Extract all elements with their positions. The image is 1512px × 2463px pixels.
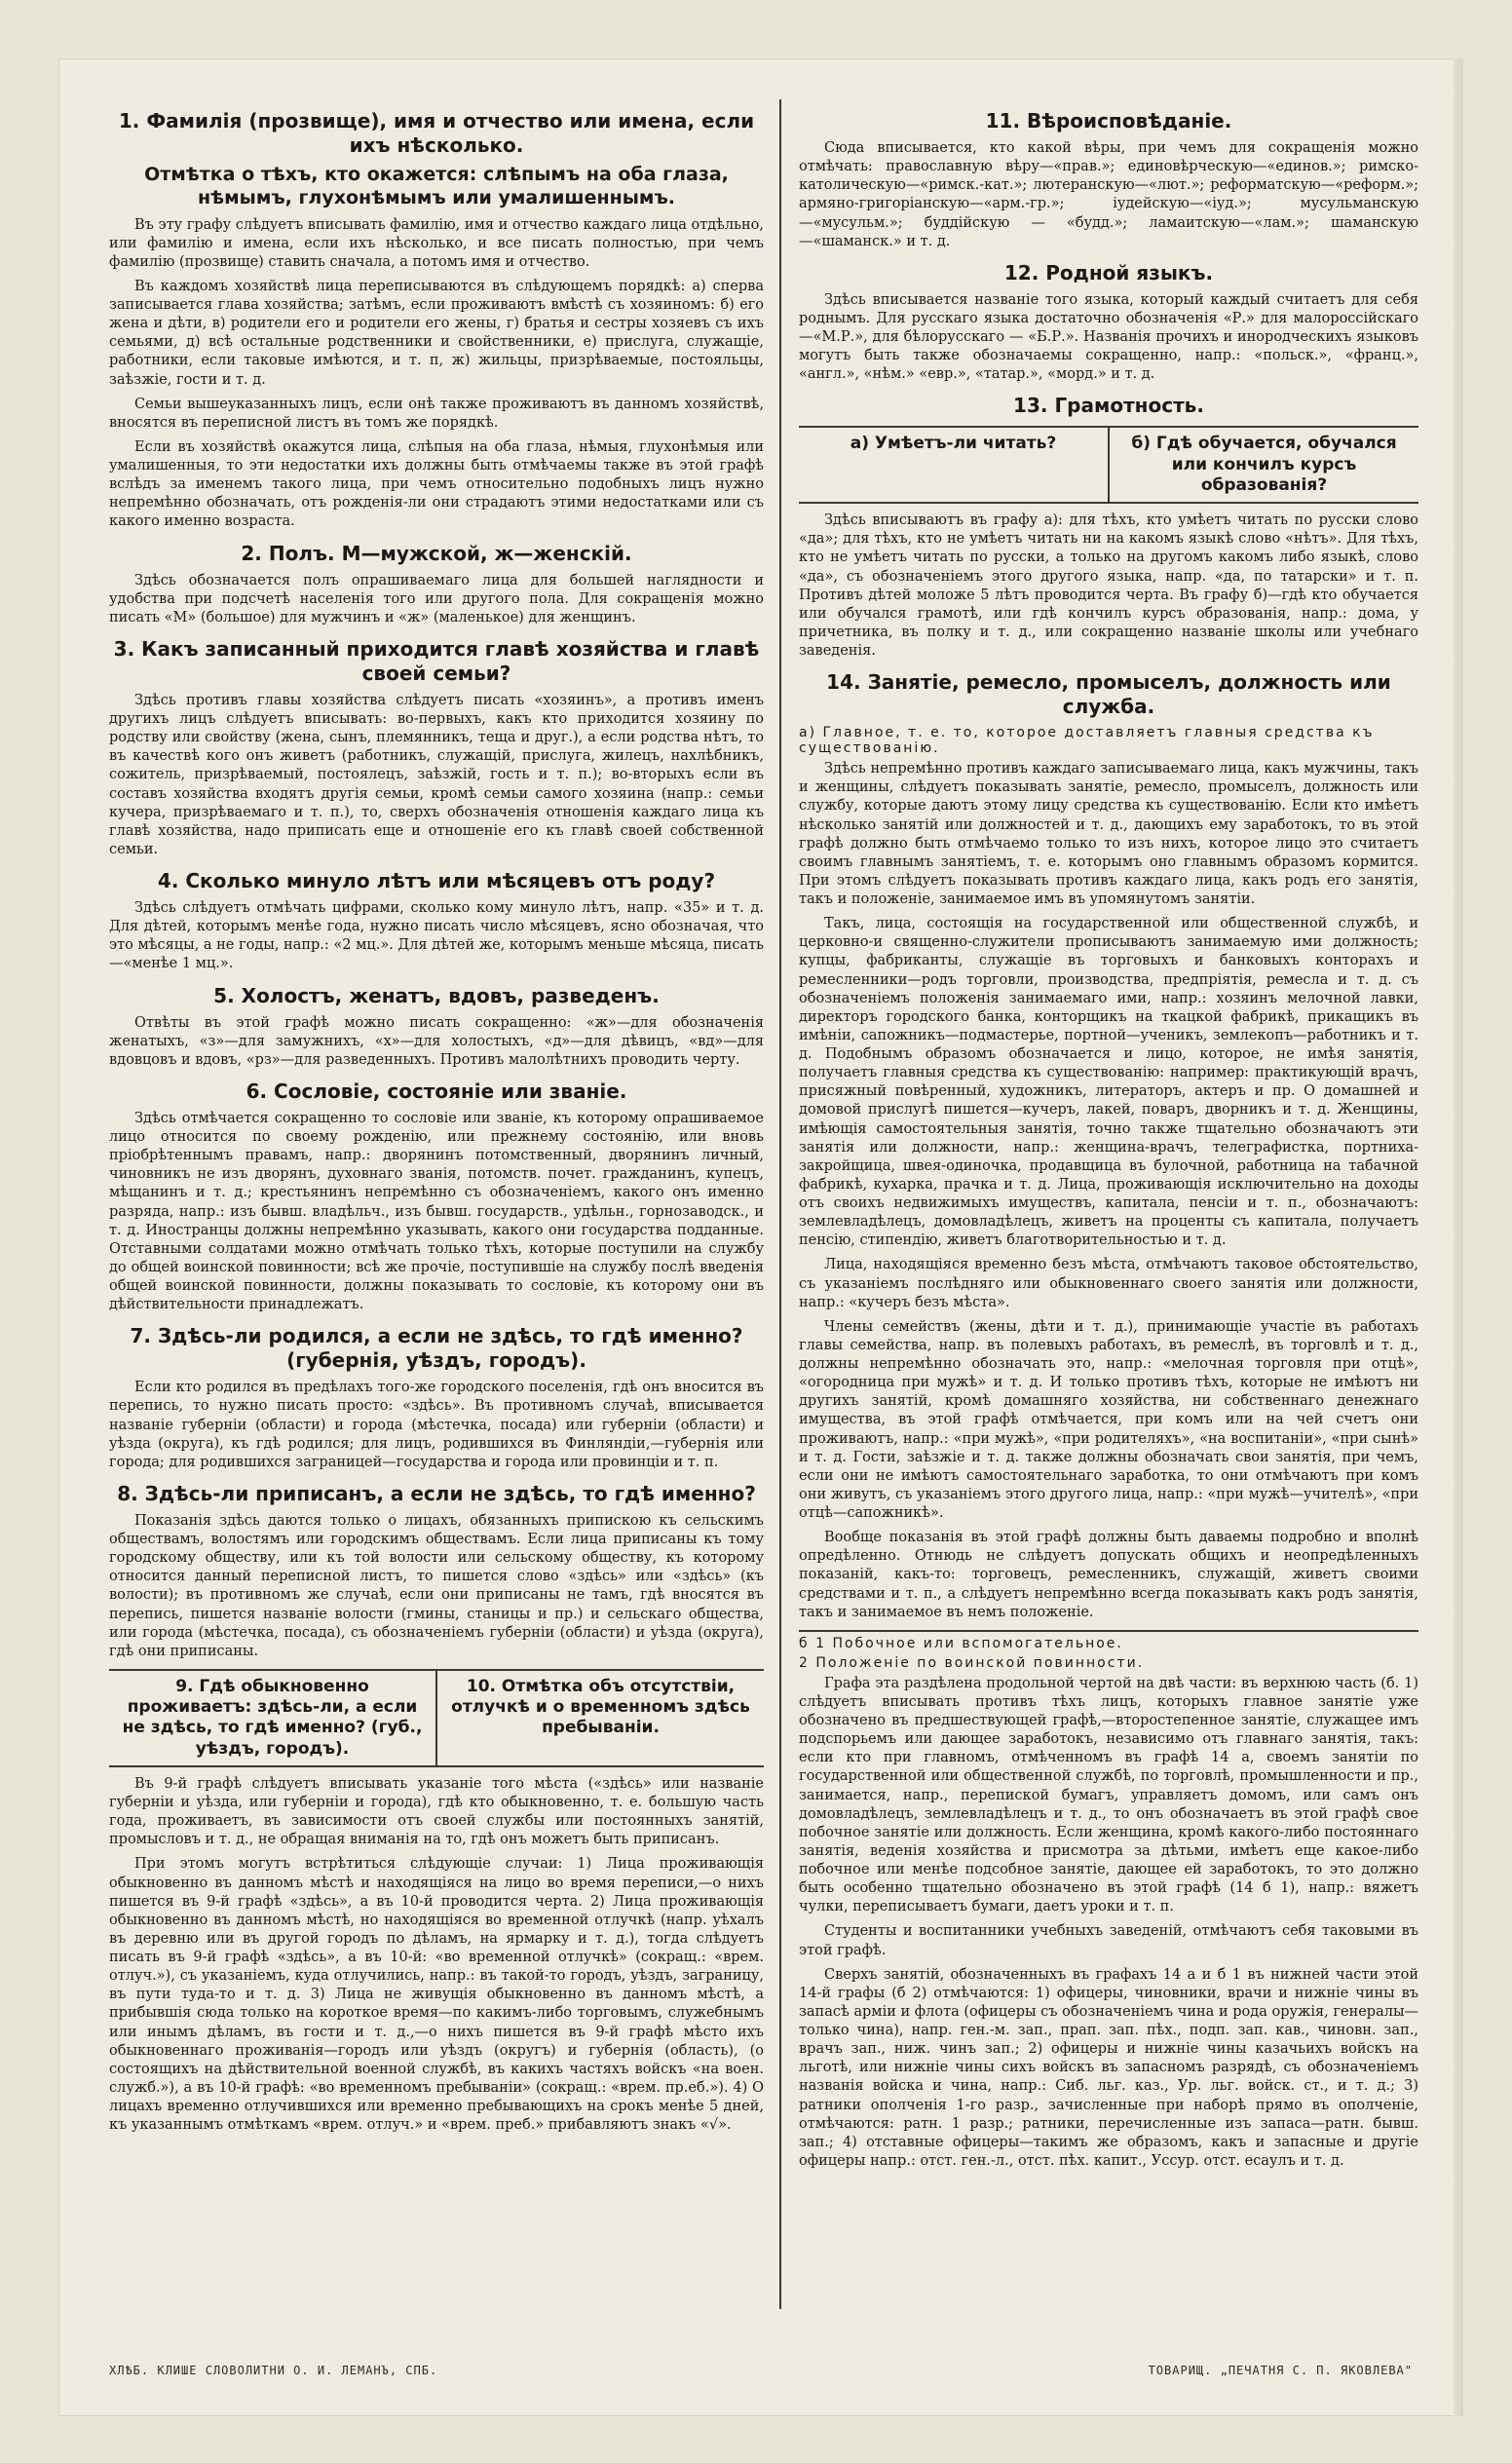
section-9-title: 9. Гдѣ обыкновенно проживаетъ: здѣсь-ли, а если не здѣсь, то гдѣ именно? (губ., уѣздъ, городъ). xyxy=(122,1676,423,1759)
section-14-paragraph: Лица, находящіяся временно безъ мѣста, отмѣчаютъ таковое обстоятельство, съ указаніемъ послѣдняго или обыкновеннаго своего занятія или должности, напр.: «кучеръ безъ мѣста». xyxy=(799,1257,1418,1310)
section-13-title: 13. Грамотность. xyxy=(1013,394,1204,418)
section-14a-title: а) Главное, т. е. то, которое доставляетъ главныя средства къ существованію. xyxy=(799,725,1375,757)
census-instruction-sheet xyxy=(58,58,1463,2416)
column-divider xyxy=(779,99,781,2309)
section-14b-divider xyxy=(799,1630,1418,1632)
section-1-paragraph: Семьи вышеуказанныхъ лицъ, если онѣ также проживаютъ въ данномъ хозяйствѣ, вносятся въ переписной листъ въ томъ же порядкѣ. xyxy=(109,396,764,431)
section-13-subheader xyxy=(799,426,1418,504)
section-12-title: 12. Родной языкъ. xyxy=(1003,260,1214,284)
section-11-title: 11. Вѣроисповѣданіе. xyxy=(985,109,1232,133)
section-4-title: 4. Сколько минуло лѣтъ или мѣсяцевъ отъ роду? xyxy=(157,869,716,892)
section-8-paragraph: Показанія здѣсь даются только о лицахъ, обязанныхъ припискою къ сельскимъ обществамъ, волостямъ или городскимъ обществамъ. Если лица приписаны къ тому городскому обществу, или къ той волости или сельскому обществу, къ которому относится данный переписной листъ, то пишется слово «здѣсь» или «здѣсь» (къ волости); въ противномъ же случаѣ, если они приписаны не тамъ, гдѣ вносятся въ перепись, пишется названіе волости (гмины, станицы и пр.) и сельскаго общества, или города (мѣстечка, посада), съ обозначеніемъ губерніи (области) и уѣзда (округа), гдѣ они приписаны. xyxy=(109,1512,764,1659)
section-1-title: 1. Фамилія (прозвище), имя и отчество или имена, если ихъ нѣсколько. xyxy=(118,109,755,157)
section-14b2-title: 2 Положеніе по воинской повинности. xyxy=(799,1654,1145,1671)
section-2-paragraph: Здѣсь обозначается полъ опрашиваемаго лица для большей наглядности и удобства при подсчетѣ населенія того или другого пола. Для сокращенія можно писать «М» (большое) для мужчинъ и «ж» (маленькое) для женщинъ. xyxy=(109,572,764,625)
section-7-title: 7. Здѣсь-ли родился, а если не здѣсь, то гдѣ именно? (губернія, уѣздъ, городъ). xyxy=(130,1324,743,1373)
printer-credit-left: ХЛѢБ. КЛИШЕ СЛОВОЛИТНИ О. И. ЛЕМАНЪ, СПБ. xyxy=(109,2364,438,2377)
section-14b-paragraph: Сверхъ занятій, обозначенныхъ въ графахъ 14 а и б 1 въ нижней части этой 14-й графы (б 2) отмѣчаются: 1) офицеры, чиновники, врачи и нижніе чины въ запасѣ арміи и флота (офицеры съ обозначеніемъ чина и рода оружія, генералы—только чина), напр. ген.-м. зап., прап. зап. пѣх., подп. зап. кав., чиновн. зап., врачъ зап., ниж. чинъ зап.; 2) офицеры и нижніе чины казачьихъ войскъ на льготѣ, или нижніе чины сихъ войскъ въ запасномъ разрядѣ, съ обозначеніемъ названія войска и чина, напр.: Сиб. льг. каз., Ур. льг. войск. ст., и т. д.; 3) ратники ополченія 1-го разр., зачисленные при наборѣ прямо въ ополченіе, отмѣчаются: ратн. 1 разр.; ратники, перечисленные изъ запаса—ратн. бывш. зап.; 4) отставные офицеры—такимъ же образомъ, какъ и запасные и другіе офицеры напр.: отст. ген.-л., отст. пѣх. капит., Уссур. отст. есаулъ и т. д. xyxy=(799,1966,1418,2169)
section-14-paragraph: Вообще показанія въ этой графѣ должны быть даваемы подробно и вполнѣ опредѣленно. Отнюдь не слѣдуетъ допускать общихъ и неопредѣленныхъ показаній, какъ-то: торговецъ, ремесленникъ, служащій, живетъ своими средствами и т. п., а слѣдуетъ непремѣнно всегда показывать какъ родъ занятія, такъ и занимаемое въ немъ положеніе. xyxy=(799,1530,1418,1620)
section-13-paragraph: Здѣсь вписываютъ въ графу а): для тѣхъ, кто умѣетъ читать по русски слово «да»; для тѣхъ, кто не умѣетъ читать ни на какомъ языкѣ слово «нѣтъ». Для тѣхъ, кто не умѣетъ читать по русски, а только на другомъ какомъ либо языкѣ, слово «да», съ обозначеніемъ этого другого языка, напр. «да, по татарски» и т. п. Противъ дѣтей моложе 5 лѣтъ проводится черта. Въ графу б)—гдѣ кто обучается или обучался грамотѣ, или гдѣ кончилъ курсъ образованія, напр.: дома, у причетника, въ полку и т. д., или сокращенно названіе школы или учебнаго заведенія. xyxy=(799,512,1418,659)
section-10-title: 10. Отмѣтка объ отсутствіи, отлучкѣ и о временномъ здѣсь пребываніи. xyxy=(451,1676,750,1738)
section-14-title: 14. Занятіе, ремесло, промыселъ, должность или служба. xyxy=(826,670,1391,719)
section-14-paragraph: Такъ, лица, состоящія на государственной или общественной службѣ, и церковно-и священно-служители прописываютъ занимаемую ими должность; купцы, фабриканты, служащіе въ торговыхъ и банковыхъ конторахъ и ремесленники—родъ торговли, производства, предпріятія, ремесла и т. д. съ обозначеніемъ положенія занимаемаго ими, напр.: хозяинъ мелочной лавки, директоръ городского банка, конторщикъ на ткацкой фабрикѣ, прикащикъ въ имѣніи, сапожникъ—подмастерье, портной—ученикъ, землекопъ—работникъ и т. д. Подобнымъ образомъ обозначается и лицо, которое, не имѣя занятія, получаетъ главныя средства къ существованію: например: практикующій врачъ, присяжный повѣренный, художникъ, литераторъ, актеръ и пр. О домашней и домовой прислугѣ пишется—кучеръ, лакей, поваръ, дворникъ и т. д. Женщины, имѣющія самостоятельныя занятія, точно также тщательно обозначаютъ эти занятія или должности, напр.: женщина-врачъ, телеграфистка, портниха-закройщица, швея-одиночка, продавщица въ булочной, работница на табачной фабрикѣ, кухарка, прачка и т. д. Лица, проживающія исключительно на доходы отъ своихъ недвижимыхъ имуществъ, капитала, пенсіи и т. п., обозначаютъ: землевладѣлецъ, домовладѣлецъ, живетъ на проценты съ капитала, получаетъ пенсію, стипендію, живетъ благотворительностью и т. д. xyxy=(799,916,1418,1249)
section-9-paragraph: При этомъ могутъ встрѣтиться слѣдующіе случаи: 1) Лица проживающія обыкновенно въ данномъ мѣстѣ и находящіяся на лицо во время переписи,—о нихъ пишется въ 9-й графѣ «здѣсь», а въ 10-й проводится черта. 2) Лица проживающія обыкновенно въ данномъ мѣстѣ, но находящіяся во временной отлучкѣ (напр. уѣхалъ въ деревню или въ другой городъ по дѣламъ, на ярмарку и т. д.), тогда слѣдуетъ писать въ 9-й графѣ «здѣсь», а въ 10-й: «во временной отлучкѣ» (сокращ.: «врем. отлуч.»), съ указаніемъ, куда отлучились, напр.: въ такой-то городъ, уѣздъ, заграницу, въ пути туда-то и т. д. 3) Лица не живущія обыкновенно въ данномъ мѣстѣ, а прибывшія сюда только на короткое время—по какимъ-либо торговымъ, служебнымъ или инымъ дѣламъ, въ гости и т. д.,—о нихъ пишется въ 9-й графѣ мѣсто ихъ обыкновеннаго проживанія—городъ или уѣздъ (округъ) и губернія (область), (о состоящихъ на дѣйствительной военной службѣ, въ какихъ частяхъ войскъ «на воен. служб.»), а въ 10-й графѣ: «во временномъ пребываніи» (сокращ.: «врем. пр.еб.»). 4) О лицахъ временно отлучившихся или временно пребывающихъ на срокъ менѣе 5 дней, къ указаннымъ отмѣткамъ «врем. отлуч.» и «врем. преб.» прибавляютъ знакъ «√». xyxy=(109,1856,764,2134)
section-9-paragraph: Въ 9-й графѣ слѣдуетъ вписывать указаніе того мѣста («здѣсь» или названіе губерніи и уѣзда, или губерніи и города), гдѣ кто обыкновенно, т. е. большую часть года, проживаетъ, въ зависимости отъ своей службы или постоянныхъ занятій, промысловъ и т. д., не обращая вниманія на то, гдѣ онъ можетъ быть приписанъ. xyxy=(109,1775,764,1848)
section-9-10-header xyxy=(109,1669,764,1767)
page-edge xyxy=(1454,58,1463,2416)
section-2-title: 2. Полъ. М—мужской, ж—женскій. xyxy=(241,541,632,565)
section-3-paragraph: Здѣсь противъ главы хозяйства слѣдуетъ писать «хозяинъ», а противъ именъ другихъ лицъ слѣдуетъ вписывать: во-первыхъ, какъ кто приходится хозяину по родству или свойству (жена, сынъ, племянникъ, теща и друг.), а если родства нѣтъ, то въ качествѣ кого онъ живетъ (работникъ, служащій, прислуга, жилецъ, нахлѣбникъ, сожитель, призрѣваемый, постоялецъ, заѣзжій, гость и т. п.); во-вторыхъ если въ составъ хозяйства входятъ другія семьи, кромѣ семьи самого хозяина (напр.: семьи кучера, призрѣваемаго и т. п.), то, сверхъ обозначенія отношенія каждаго лица къ главѣ хозяйства, надо приписать еще и отношеніе его къ главѣ своей собственной семьи. xyxy=(109,692,764,857)
section-1-paragraph: Если въ хозяйствѣ окажутся лица, слѣпыя на оба глаза, нѣмыя, глухонѣмыя или умалишенныя, то эти недостатки ихъ должны быть отмѣчаемы также въ этой графѣ вслѣдъ за именемъ такого лица, при чемъ относительно подобныхъ лицъ нужно непремѣнно обозначать, отъ рожденія-ли они страдаютъ этими недостатками или съ какого именно возраста. xyxy=(109,438,764,530)
section-14b1-title: б 1 Побочное или вспомогательное. xyxy=(799,1635,1123,1651)
section-6-paragraph: Здѣсь отмѣчается сокращенно то сословіе или званіе, къ которому опрашиваемое лицо относится по своему рожденію, или прежнему состоянію, или вновь пріобрѣтеннымъ правамъ, напр.: дворянинъ потомственный, дворянинъ личный, чиновникъ не изъ дворянъ, духовнаго званія, потомств. почет. гражданинъ, купецъ, мѣщанинъ и т. д.; крестьянинъ непремѣнно съ обозначеніемъ, какого онъ именно разряда, напр.: изъ бывш. владѣльч., изъ бывш. государств., удѣльн., горнозаводск., и т. д. Иностранцы должны непремѣнно указывать, какого они государства подданные. Отставными солдатами можно отмѣчать только тѣхъ, которые поступили на службу до общей воинской повинности; всѣ же прочіе, поступившіе на службу послѣ введенія общей воинской повинности, должны показывать то сословіе, къ которому они въ дѣйствительности принадлежатъ. xyxy=(109,1110,764,1313)
section-1-paragraph: Въ каждомъ хозяйствѣ лица переписываются въ слѣдующемъ порядкѣ: а) сперва записывается глава хозяйства; затѣмъ, если проживаютъ вмѣстѣ съ хозяиномъ: б) его жена и дѣти, в) родители его и родители его жены, г) братья и сестры хозяевъ съ ихъ семьями, д) всѣ остальные родственники и свойственники, е) прислуга, служащіе, работники, если таковые имѣются, и т. п, ж) жильцы, призрѣваемые, постояльцы, заѣзжіе, гости и т. д. xyxy=(109,278,764,388)
right-column xyxy=(799,99,1418,2309)
section-11-paragraph: Сюда вписывается, кто какой вѣры, при чемъ для сокращенія можно отмѣчать: православную вѣру—«прав.»; единовѣрческую—«единов.»; римско-католическую—«римск.-кат.»; лютеранскую—«лют.»; реформатскую—«реформ.»; армяно-григоріанскую—«арм.-гр.»; іудейскую—«іуд.»; мусульманскую—«мусульм.»; буддійскую — «будд.»; ламаитскую—«лам.»; шаманскую—«шаманск.» и т. д. xyxy=(799,140,1418,249)
section-6-title: 6. Сословіе, состояніе или званіе. xyxy=(246,1079,627,1103)
left-column xyxy=(109,99,764,2309)
section-5-paragraph: Отвѣты въ этой графѣ можно писать сокращенно: «ж»—для обозначенія женатыхъ, «з»—для замужнихъ, «х»—для холостыхъ, «д»—для дѣвицъ, «вд»—для вдовцовъ и вдовъ, «рз»—для разведенныхъ. Противъ малолѣтнихъ проводить черту. xyxy=(109,1014,764,1068)
section-1-paragraph: Въ эту графу слѣдуетъ вписывать фамилію, имя и отчество каждаго лица отдѣльно, или фамилію и имена, если ихъ нѣсколько, и все писать полностью, при чемъ фамилію (прозвище) ставить сначала, а потомъ имя и отчество. xyxy=(109,216,764,270)
section-5-title: 5. Холостъ, женатъ, вдовъ, разведенъ. xyxy=(213,983,660,1007)
section-1-subtitle: Отмѣтка о тѣхъ, кто окажется: слѣпымъ на оба глаза, нѣмымъ, глухонѣмымъ или умалишеннымъ. xyxy=(144,164,729,208)
section-4-paragraph: Здѣсь слѣдуетъ отмѣчать цифрами, сколько кому минуло лѣтъ, напр. «35» и т. д. Для дѣтей, которымъ менѣе года, нужно писать число мѣсяцевъ, ясно обозначая, что это мѣсяцы, а не годы, напр.: «2 мц.». Для дѣтей же, которымъ меньше мѣсяца, писать—«менѣе 1 мц.». xyxy=(109,900,764,972)
section-14-paragraph: Члены семействъ (жены, дѣти и т. д.), принимающіе участіе въ работахъ главы семейства, напр. въ полевыхъ работахъ, въ ремеслѣ, въ торговлѣ и т. д., должны непремѣнно обозначать это, напр.: «мелочная торговля при отцѣ», «огородница при мужѣ» и т. д. И только противъ тѣхъ, которые не имѣютъ ни другихъ занятій, кромѣ домашняго хозяйства, ни собственнаго денежнаго имущества, въ этой графѣ отмѣчается, при комъ или на чей счетъ они проживаютъ, напр.: «при мужѣ», «при родителяхъ», «на воспитаніи», «при сынѣ» и т. д. Гости, заѣзжіе и т. д. также должны обозначать свои занятія, при чемъ, если они не имѣютъ самостоятельнаго заработка, то они отмѣчаютъ при комъ они живутъ, съ указаніемъ этого другого лица, напр.: «при мужѣ—учителѣ», «при отцѣ—сапожникѣ». xyxy=(799,1318,1418,1521)
section-3-title: 3. Какъ записанный приходится главѣ хозяйства и главѣ своей семьи? xyxy=(113,636,760,685)
section-14b-paragraph: Студенты и воспитанники учебныхъ заведеній, отмѣчаютъ себя таковыми въ этой графѣ. xyxy=(799,1923,1418,1958)
section-7-paragraph: Если кто родился въ предѣлахъ того-же городского поселенія, гдѣ онъ вносится въ перепись, то нужно писать просто: «здѣсь». Въ противномъ случаѣ, вписывается названіе губерніи (области) и города (мѣстечка, посада) или губерніи (области) и уѣзда (округа), къ гдѣ родился; для лицъ, родившихся въ Финляндіи,—губернія или города; для родившихся заграницей—государства и города или провинціи и т. п. xyxy=(109,1380,764,1470)
section-14-paragraph: Здѣсь непремѣнно противъ каждаго записываемаго лица, какъ мужчины, такъ и женщины, слѣдуетъ показывать занятіе, ремесло, промыселъ, должность или службу, которые даютъ этому лицу средства къ существованію. Если кто имѣетъ нѣсколько занятій или должностей и т. д., дающихъ ему заработокъ, то въ этой графѣ должно быть отмѣчаемо только то изъ нихъ, которое лицо это считаетъ своимъ главнымъ занятіемъ, т. е. которымъ оно главнымъ образомъ кормится. При этомъ слѣдуетъ показывать противъ каждаго лица, какъ родъ его занятія, такъ и положеніе, занимаемое имъ въ упомянутомъ занятіи. xyxy=(799,761,1418,907)
printer-credit-right: ТОВАРИЩ. „ПЕЧАТНЯ С. П. ЯКОВЛЕВА" xyxy=(1148,2364,1413,2377)
section-8-title: 8. Здѣсь-ли приписанъ, а если не здѣсь, то гдѣ именно? xyxy=(117,1481,756,1505)
section-14b-paragraph: Графа эта раздѣлена продольной чертой на двѣ части: въ верхнюю часть (б. 1) слѣдуетъ вписывать противъ тѣхъ лицъ, которыхъ главное занятіе уже обозначено въ предшествующей графѣ,—второстепенное занятіе, служащее имъ подспорьемъ или дающее заработокъ, независимо отъ главнаго занятія, такъ: если кто при главномъ, отмѣченномъ въ графѣ 14 а, своемъ занятіи по государственной или общественной службѣ, по торговлѣ, промышленности и пр., занимается, напр., перепиской бумагъ, управляетъ домомъ, или самъ онъ домовладѣлецъ, землевладѣлецъ и т. д., то онъ обозначаетъ въ этой графѣ свое побочное занятіе или должность. Если женщина, кромѣ какого-либо постояннаго занятія, веденія хозяйства и присмотра за дѣтьми, имѣетъ еще какое-либо побочное или менѣе подсобное занятіе, дающее ей заработокъ, то это должно быть особенно тщательно обозначено въ этой графѣ (14 б 1), напр.: вяжетъ чулки, переписываетъ бумаги, даетъ уроки и т. п. xyxy=(799,1675,1418,1915)
section-13b-title: б) Гдѣ обучается, обучался или кончилъ курсъ образованія? xyxy=(1131,434,1397,495)
section-12-paragraph: Здѣсь вписывается названіе того языка, который каждый считаетъ для себя роднымъ. Для русскаго языка достаточно обозначенія «Р.» для малороссійскаго—«М.Р.», для бѣлорусскаго — «Б.Р.». Названія прочихъ и инородческихъ языковъ могутъ быть также обозначаемы сокращенно, напр.: «польск.», «франц.», «англ.», «нѣм.» «евр.», «татар.», «морд.» и т. д. xyxy=(799,291,1418,383)
section-13a-title: а) Умѣетъ-ли читать? xyxy=(850,434,1057,454)
